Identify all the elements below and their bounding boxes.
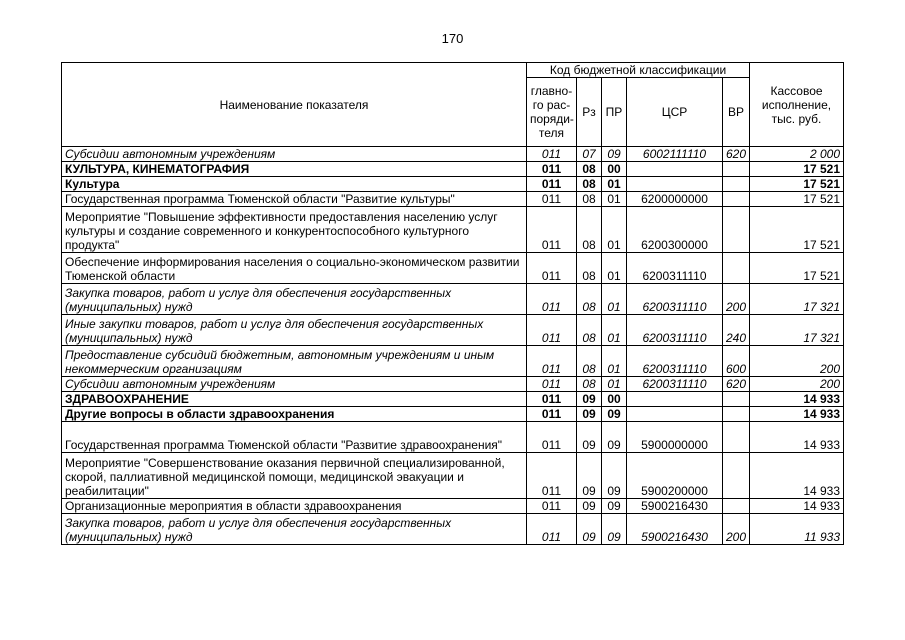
row-csr: 5900216430	[627, 499, 723, 514]
table-row	[62, 207, 844, 253]
row-csr: 6200311110	[627, 315, 723, 346]
row-glav: 011	[527, 346, 577, 377]
row-pr: 01	[602, 315, 627, 346]
row-glav: 011	[527, 422, 577, 453]
budget-table	[61, 62, 844, 545]
header-code-group: Код бюджетной классификации	[527, 63, 750, 78]
row-vr	[723, 407, 750, 422]
row-rz: 09	[577, 422, 602, 453]
row-glav: 011	[527, 162, 577, 177]
row-rz: 08	[577, 377, 602, 392]
row-csr	[627, 407, 723, 422]
table-row	[62, 147, 844, 162]
row-name: Государственная программа Тюменской области "Развитие здравоохранения"	[62, 422, 527, 453]
row-vr	[723, 253, 750, 284]
row-amount: 17 521	[750, 253, 844, 284]
row-amount: 14 933	[750, 392, 844, 407]
row-vr	[723, 453, 750, 499]
row-rz: 08	[577, 346, 602, 377]
header-vr: ВР	[723, 78, 750, 147]
row-csr: 6200311110	[627, 253, 723, 284]
row-vr: 200	[723, 284, 750, 315]
table-row	[62, 346, 844, 377]
row-vr	[723, 422, 750, 453]
row-csr: 5900216430	[627, 514, 723, 545]
row-vr	[723, 392, 750, 407]
row-amount: 2 000	[750, 147, 844, 162]
row-name: Закупка товаров, работ и услуг для обеспечения государственных (муниципальных) нужд	[62, 284, 527, 315]
row-pr: 09	[602, 499, 627, 514]
row-csr: 5900200000	[627, 453, 723, 499]
row-amount: 200	[750, 346, 844, 377]
row-amount: 11 933	[750, 514, 844, 545]
row-pr: 09	[602, 422, 627, 453]
header-glav: главно-го рас-поряди-теля	[527, 78, 577, 147]
row-csr: 6200000000	[627, 192, 723, 207]
row-vr: 620	[723, 377, 750, 392]
row-name: Закупка товаров, работ и услуг для обеспечения государственных (муниципальных) нужд	[62, 514, 527, 545]
row-pr: 09	[602, 514, 627, 545]
row-glav: 011	[527, 284, 577, 315]
row-glav: 011	[527, 177, 577, 192]
header-amount: Кассовое исполнение, тыс. руб.	[750, 63, 844, 147]
row-vr: 200	[723, 514, 750, 545]
row-csr	[627, 162, 723, 177]
row-glav: 011	[527, 207, 577, 253]
row-name: Субсидии автономным учреждениям	[62, 147, 527, 162]
row-pr: 01	[602, 346, 627, 377]
row-rz: 08	[577, 315, 602, 346]
row-vr	[723, 207, 750, 253]
row-glav: 011	[527, 147, 577, 162]
row-rz: 09	[577, 392, 602, 407]
row-glav: 011	[527, 315, 577, 346]
row-pr: 01	[602, 207, 627, 253]
row-rz: 09	[577, 407, 602, 422]
row-pr: 01	[602, 192, 627, 207]
table-row	[62, 377, 844, 392]
row-amount: 17 521	[750, 177, 844, 192]
row-glav: 011	[527, 377, 577, 392]
row-amount: 200	[750, 377, 844, 392]
row-pr: 09	[602, 407, 627, 422]
table-row	[62, 192, 844, 207]
row-rz: 07	[577, 147, 602, 162]
row-vr	[723, 499, 750, 514]
table-row	[62, 177, 844, 192]
row-amount: 17 521	[750, 207, 844, 253]
row-name: Организационные мероприятия в области здравоохранения	[62, 499, 527, 514]
page-number: 170	[441, 31, 464, 46]
row-amount: 14 933	[750, 422, 844, 453]
table-row	[62, 162, 844, 177]
row-name: Мероприятие "Повышение эффективности предоставления населению услуг культуры и создание современного и конкурентоспособного культурного продукта"	[62, 207, 527, 253]
row-pr: 09	[602, 453, 627, 499]
row-pr: 00	[602, 392, 627, 407]
row-vr	[723, 177, 750, 192]
row-csr: 6200311110	[627, 284, 723, 315]
row-rz: 08	[577, 284, 602, 315]
header-rz: Рз	[577, 78, 602, 147]
row-csr: 6200300000	[627, 207, 723, 253]
row-vr: 620	[723, 147, 750, 162]
row-glav: 011	[527, 407, 577, 422]
header-pr: ПР	[602, 78, 627, 147]
row-name: Мероприятие "Совершенствование оказания первичной специализированной, скорой, паллиативной медицинской помощи, медицинской эвакуации и реабилитации"	[62, 453, 527, 499]
row-csr: 6002111110	[627, 147, 723, 162]
row-glav: 011	[527, 514, 577, 545]
row-pr: 01	[602, 253, 627, 284]
row-pr: 01	[602, 377, 627, 392]
table-row	[62, 514, 844, 545]
row-csr: 6200311110	[627, 346, 723, 377]
row-csr	[627, 177, 723, 192]
row-vr: 240	[723, 315, 750, 346]
table-row	[62, 315, 844, 346]
row-rz: 08	[577, 207, 602, 253]
row-rz: 08	[577, 177, 602, 192]
header-csr: ЦСР	[627, 78, 723, 147]
table-row	[62, 499, 844, 514]
row-rz: 09	[577, 453, 602, 499]
table-row	[62, 392, 844, 407]
row-name: Субсидии автономным учреждениям	[62, 377, 527, 392]
row-pr: 01	[602, 177, 627, 192]
row-amount: 17 321	[750, 284, 844, 315]
row-glav: 011	[527, 453, 577, 499]
row-name: Другие вопросы в области здравоохранения	[62, 407, 527, 422]
row-glav: 011	[527, 499, 577, 514]
row-csr	[627, 392, 723, 407]
row-amount: 17 521	[750, 162, 844, 177]
row-rz: 09	[577, 499, 602, 514]
row-rz: 09	[577, 514, 602, 545]
table-row	[62, 253, 844, 284]
row-glav: 011	[527, 192, 577, 207]
table-row	[62, 422, 844, 453]
row-name: ЗДРАВООХРАНЕНИЕ	[62, 392, 527, 407]
row-glav: 011	[527, 392, 577, 407]
table-row	[62, 453, 844, 499]
row-name: Предоставление субсидий бюджетным, автономным учреждениям и иным некоммерческим организациям	[62, 346, 527, 377]
table-row	[62, 407, 844, 422]
row-glav: 011	[527, 253, 577, 284]
row-amount: 14 933	[750, 407, 844, 422]
row-name: Государственная программа Тюменской области "Развитие культуры"	[62, 192, 527, 207]
row-name: Обеспечение информирования населения о социально-экономическом развитии Тюменской области	[62, 253, 527, 284]
row-vr	[723, 162, 750, 177]
row-amount: 14 933	[750, 453, 844, 499]
row-vr	[723, 192, 750, 207]
row-name: КУЛЬТУРА, КИНЕМАТОГРАФИЯ	[62, 162, 527, 177]
table-body	[62, 147, 844, 545]
table-row	[62, 284, 844, 315]
row-csr: 6200311110	[627, 377, 723, 392]
header-name: Наименование показателя	[62, 63, 527, 147]
row-rz: 08	[577, 192, 602, 207]
row-csr: 5900000000	[627, 422, 723, 453]
row-name: Культура	[62, 177, 527, 192]
row-amount: 17 521	[750, 192, 844, 207]
row-pr: 01	[602, 284, 627, 315]
row-name: Иные закупки товаров, работ и услуг для обеспечения государственных (муниципальных) нужд	[62, 315, 527, 346]
row-amount: 17 321	[750, 315, 844, 346]
row-rz: 08	[577, 253, 602, 284]
row-pr: 00	[602, 162, 627, 177]
row-amount: 14 933	[750, 499, 844, 514]
row-pr: 09	[602, 147, 627, 162]
row-vr: 600	[723, 346, 750, 377]
row-rz: 08	[577, 162, 602, 177]
